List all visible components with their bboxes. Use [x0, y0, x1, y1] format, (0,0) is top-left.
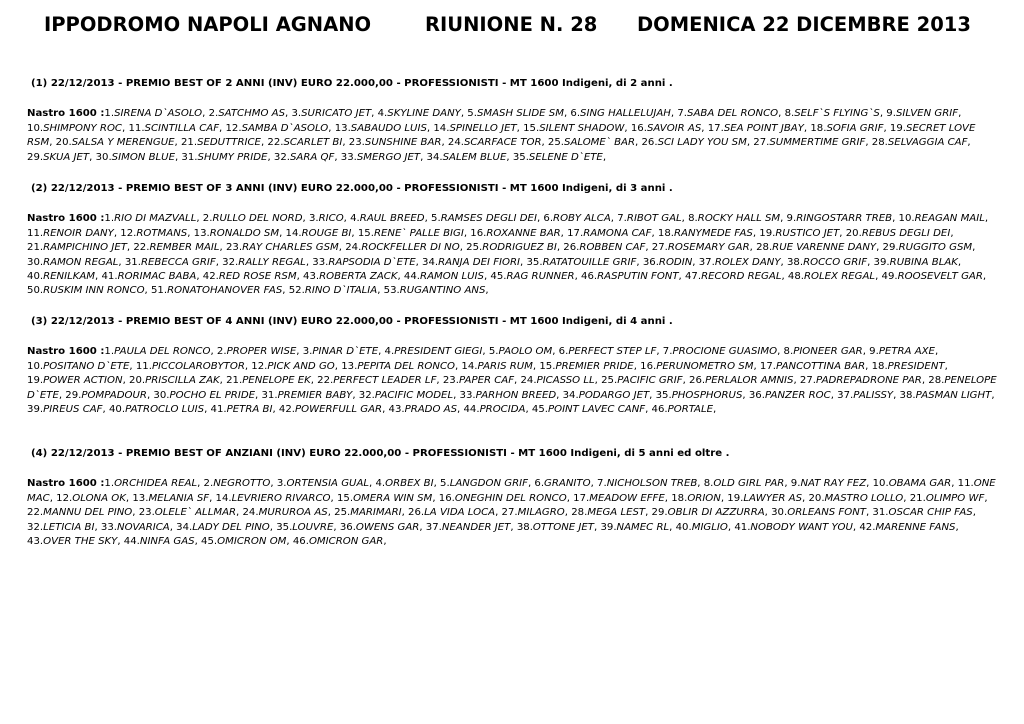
- horse-entry: OBLIR DI AZZURRA: [667, 507, 765, 519]
- horse-entry: SURICATO JET: [301, 108, 372, 120]
- horse-entry: RUBINA BLAK: [889, 256, 958, 268]
- race-entries: Nastro 1600 :1.RIO DI MAZVALL, 2.RULLO DEL NORD, 3.RICO, 4.RAUL BREED, 5.RAMSES DEGLI DEI, 6.ROBY ALCA, 7.RIBOT GAL, 8.ROCKY HALL SM, 9.RINGOSTARR TREB, 10.REAGAN MAIL, 11.RENOIR DANY, 12.ROTMANS, 13.RONALDO SM, 14.ROUGE BI, 15.RENE` PALLE BIGI, 16.ROXANNE BAR, 17.RAMONA CAF, 18.RANYMEDE FAS, 19.RUSTICO JET, 20.REBUS DEGLI DEI, 21.RAMPICHINO JET, 22.REMBER MAIL, 23.RAY CHARLES GSM, 24.ROCKFELLER DI NO, 25.RODRIGUEZ BI, 26.ROBBEN CAF, 27.ROSEMARY GAR, 28.RUE VARENNE DANY, 29.RUGGITO GSM, 30.RAMON REGAL, 31.REBECCA GRIF, 32.RALLY REGAL, 33.RAPSODIA D`ETE, 34.RANJA DEI FIORI, 35.RATATOUILLE GRIF, 36.RODIN, 37.ROLEX DANY, 38.ROCCO GRIF, 39.RUBINA BLAK, 40.RENILKAM, 41.RORIMAC BABA, 42.RED ROSE RSM, 43.ROBERTA ZACK, 44.RAMON LUIS, 45.RAG RUNNER, 46.RASPUTIN FONT, 47.RECORD REGAL, 48.ROLEX REGAL, 49.ROOSEVELT GAR, 50.RUSKIM INN RONCO, 51.RONATOHANOVER FAS, 52.RINO D`ITALIA, 53.RUGANTINO ANS,: [27, 213, 989, 297]
- horse-entry: MIGLIO: [691, 521, 728, 533]
- race-entries: Nastro 1600 :1.ORCHIDEA REAL, 2.NEGROTTO, 3.ORTENSIA GUAL, 4.ORBEX BI, 5.LANGDON GRIF, 6.GRANITO, 7.NICHOLSON TREB, 8.OLD GIRL PAR, 9.NAT RAY FEZ, 10.OBAMA GAR, 11.ONE MAC, 12.OLONA OK, 13.MELANIA SF, 14.LEVRIERO RIVARCO, 15.OMERA WIN SM, 16.ONEGHIN DEL RONCO, 17.MEADOW EFFE, 18.ORION, 19.LAWYER AS, 20.MASTRO LOLLO, 21.OLIMPO WF, 22.MANNU DEL PINO, 23.OLELE` ALLMAR, 24.MURUROA AS, 25.MARIMARI, 26.LA VIDA LOCA, 27.MILAGRO, 28.MEGA LEST, 29.OBLIR DI AZZURRA, 30.ORLEANS FONT, 31.OSCAR CHIP FAS, 32.LETICIA BI, 33.NOVARICA, 34.LADY DEL PINO, 35.LOUVRE, 36.OWENS GAR, 37.NEANDER JET, 38.OTTONE JET, 39.NAMEC RL, 40.MIGLIO, 41.NOBODY WANT YOU, 42.MARENNE FANS, 43.OVER THE SKY, 44.NINFA GAS, 45.OMICRON OM, 46.OMICRON GAR,: [27, 478, 996, 548]
- horse-entry: LAWYER AS: [743, 492, 802, 504]
- horse-entry: LEVRIERO RIVARCO: [231, 492, 331, 504]
- horse-entry: ROLEX REGAL: [804, 271, 876, 283]
- horse-entry: PRESIDENT: [887, 360, 945, 372]
- horse-entry: ROSEMARY GAR: [667, 242, 750, 254]
- horse-entry: OMICRON OM: [217, 536, 287, 548]
- horse-entry: ONE MAC: [27, 478, 996, 504]
- horse-entry: REBECCA GRIF: [140, 256, 216, 268]
- horse-entry: ORCHIDEA REAL: [114, 478, 198, 490]
- horse-entry: SIRENA D`ASOLO: [114, 108, 203, 120]
- horse-entry: SABA DEL RONCO: [687, 108, 779, 120]
- horse-entry: PARIS RUM: [477, 360, 533, 372]
- horse-entry: POWER ACTION: [43, 375, 123, 387]
- horse-entry: NAMEC RL: [616, 521, 670, 533]
- horse-entry: MARIMARI: [350, 507, 402, 519]
- horse-entry: LA VIDA LOCA: [424, 507, 496, 519]
- horse-entry: RAY CHARLES GSM: [242, 242, 339, 254]
- horse-entry: ROCCO GRIF: [803, 256, 868, 268]
- horse-entry: MURUROA AS: [258, 507, 328, 519]
- horse-entry: SALSA Y MERENGUE: [71, 137, 175, 149]
- horse-entry: PICASSO LL: [536, 375, 595, 387]
- horse-entry: RIBOT GAL: [626, 213, 682, 225]
- horse-entry: PARHON BREED: [475, 389, 557, 401]
- page-header: [44, 13, 984, 39]
- race-section: [27, 77, 997, 165]
- horse-entry: NICHOLSON TREB: [606, 478, 698, 490]
- horse-entry: SPINELLO JET: [449, 122, 517, 134]
- horse-entry: LOUVRE: [292, 521, 334, 533]
- horse-entry: RULLO DEL NORD: [212, 213, 303, 225]
- race-entries: Nastro 1600 :1.SIRENA D`ASOLO, 2.SATCHMO AS, 3.SURICATO JET, 4.SKYLINE DANY, 5.SMASH SLIDE SM, 6.SING HALLELUJAH, 7.SABA DEL RONCO, 8.SELF`S FLYING`S, 9.SILVEN GRIF, 10.SHIMPONY ROC, 11.SCINTILLA CAF, 12.SAMBA D`ASOLO, 13.SABAUDO LUIS, 14.SPINELLO JET, 15.SILENT SHADOW, 16.SAVOIR AS, 17.SEA POINT JBAY, 18.SOFIA GRIF, 19.SECRET LOVE RSM, 20.SALSA Y MERENGUE, 21.SEDUTTRICE, 22.SCARLET BI, 23.SUNSHINE BAR, 24.SCARFACE TOR, 25.SALOME` BAR, 26.SCI LADY YOU SM, 27.SUMMERTIME GRIF, 28.SELVAGGIA CAF, 29.SKUA JET, 30.SIMON BLUE, 31.SHUMY PRIDE, 32.SARA QF, 33.SMERGO JET, 34.SALEM BLUE, 35.SELENE D`ETE,: [27, 108, 976, 163]
- horse-entry: LANGDON GRIF: [449, 478, 528, 490]
- horse-entry: SABAUDO LUIS: [350, 122, 427, 134]
- horse-entry: PACIFIC MODEL: [374, 389, 454, 401]
- horse-entry: PRISCILLA ZAK: [145, 375, 220, 387]
- horse-entry: PERFECT STEP LF: [568, 346, 657, 358]
- horse-entry: PREMIER BABY: [277, 389, 353, 401]
- horse-entry: PERLALOR AMNIS: [705, 375, 794, 387]
- horse-entry: PANCOTTINA BAR: [776, 360, 866, 372]
- horse-entry: SILVEN GRIF: [895, 108, 959, 120]
- horse-entry: MANNU DEL PINO: [43, 507, 133, 519]
- horse-entry: SAVOIR AS: [646, 122, 702, 134]
- horse-entry: ROLEX DANY: [714, 256, 781, 268]
- horse-entry: ROCKY HALL SM: [697, 213, 781, 225]
- horse-entry: SALOME` BAR: [564, 137, 636, 149]
- horse-entry: PERFECT LEADER LF: [333, 375, 437, 387]
- horse-entry: PEPITA DEL RONCO: [357, 360, 455, 372]
- horse-entry: ROBBEN CAF: [579, 242, 646, 254]
- horse-entry: SCINTILLA CAF: [144, 122, 220, 134]
- venue-title: IPPODROMO NAPOLI AGNANO: [44, 13, 372, 36]
- horse-entry: RINO D`ITALIA: [304, 285, 378, 297]
- race-title: (2) 22/12/2013 - PREMIO BEST OF 3 ANNI (INV) EURO 22.000,00 - PROFESSIONISTI - MT 1600 Indigeni, di 3 anni .: [31, 183, 673, 194]
- horse-entry: RAUL BREED: [359, 213, 425, 225]
- race-section: [27, 447, 997, 549]
- horse-entry: RONATOHANOVER FAS: [167, 285, 283, 297]
- horse-entry: RICO: [318, 213, 344, 225]
- horse-entry: SCI LADY YOU SM: [657, 137, 747, 149]
- horse-entry: POINT LAVEC CANF: [548, 404, 646, 416]
- horse-entry: NINFA GAS: [139, 536, 195, 548]
- horse-entry: OMERA WIN SM: [353, 492, 433, 504]
- horse-entry: RENOIR DANY: [43, 227, 114, 239]
- horse-entry: RONALDO SM: [209, 227, 280, 239]
- horse-entry: ORTENSIA GUAL: [286, 478, 370, 490]
- horse-entry: OLONA OK: [72, 492, 126, 504]
- horse-entry: POWERFULL GAR: [295, 404, 383, 416]
- horse-entry: PATROCLO LUIS: [125, 404, 205, 416]
- horse-entry: NAT RAY FEZ: [800, 478, 867, 490]
- horse-entry: RECORD REGAL: [701, 271, 782, 283]
- horse-entry: RUSTICO JET: [775, 227, 840, 239]
- horse-entry: PORTALE: [667, 404, 713, 416]
- horse-entry: MASTRO LOLLO: [824, 492, 904, 504]
- horse-entry: PALISSY: [853, 389, 894, 401]
- horse-entry: ORLEANS FONT: [787, 507, 866, 519]
- horse-entry: PHOSPHORUS: [671, 389, 743, 401]
- horse-entry: LADY DEL PINO: [192, 521, 270, 533]
- horse-entry: ONEGHIN DEL RONCO: [454, 492, 567, 504]
- horse-entry: OBAMA GAR: [888, 478, 952, 490]
- horse-entry: PAULA DEL RONCO: [114, 346, 211, 358]
- horse-entry: SALEM BLUE: [442, 151, 507, 163]
- horse-entry: POMPADOUR: [81, 389, 147, 401]
- horse-entry: RAMPICHINO JET: [43, 242, 127, 254]
- horse-entry: PACIFIC GRIF: [617, 375, 683, 387]
- horse-entry: PINAR D`ETE: [312, 346, 379, 358]
- horse-entry: RANJA DEI FIORI: [438, 256, 521, 268]
- horse-entry: SEDUTTRICE: [197, 137, 261, 149]
- horse-entry: NOVARICA: [117, 521, 170, 533]
- horse-entry: GRANITO: [544, 478, 591, 490]
- horse-entry: PAOLO OM: [498, 346, 553, 358]
- horse-entry: SHUMY PRIDE: [197, 151, 268, 163]
- horse-entry: PETRA BI: [226, 404, 273, 416]
- horse-entry: PENELOPE EK: [242, 375, 311, 387]
- horse-entry: PROCIONE GUASIMO: [672, 346, 778, 358]
- horse-entry: SING HALLELUJAH: [580, 108, 671, 120]
- nastro-label: Nastro 1600 :: [27, 108, 105, 120]
- horse-entry: SARA QF: [290, 151, 335, 163]
- horse-entry: SEA POINT JBAY: [723, 122, 804, 134]
- horse-entry: RAMON REGAL: [43, 256, 119, 268]
- horse-entry: PERUNOMETRO SM: [656, 360, 754, 372]
- horse-entry: RAG RUNNER: [506, 271, 575, 283]
- horse-entry: SCARFACE TOR: [463, 137, 542, 149]
- meeting-date: DOMENICA 22 DICEMBRE 2013: [637, 13, 971, 36]
- nastro-label: Nastro 1600 :: [27, 478, 105, 490]
- horse-entry: RODRIGUEZ BI: [482, 242, 557, 254]
- horse-entry: SIMON BLUE: [111, 151, 175, 163]
- horse-entry: RODIN: [658, 256, 693, 268]
- horse-entry: SELF`S FLYING`S: [794, 108, 880, 120]
- horse-entry: ROBERTA ZACK: [319, 271, 398, 283]
- horse-entry: ORION: [687, 492, 721, 504]
- horse-entry: PETRA AXE: [878, 346, 935, 358]
- horse-entry: SUNSHINE BAR: [364, 137, 442, 149]
- horse-entry: REBUS DEGLI DEI: [861, 227, 951, 239]
- horse-entry: PAPER CAF: [458, 375, 515, 387]
- horse-entry: RAPSODIA D`ETE: [328, 256, 416, 268]
- horse-entry: RAMSES DEGLI DEI: [440, 213, 537, 225]
- horse-entry: PROCIDA: [479, 404, 526, 416]
- horse-entry: SELVAGGIA CAF: [887, 137, 968, 149]
- horse-entry: ROBY ALCA: [553, 213, 611, 225]
- horse-entry: POSITANO D`ETE: [43, 360, 130, 372]
- race-section: [27, 182, 997, 299]
- horse-entry: PRADO AS: [404, 404, 458, 416]
- meeting-number: RIUNIONE N. 28: [425, 13, 598, 36]
- horse-entry: REMBER MAIL: [149, 242, 220, 254]
- horse-entry: NEANDER JET: [441, 521, 511, 533]
- race-title: (1) 22/12/2013 - PREMIO BEST OF 2 ANNI (INV) EURO 22.000,00 - PROFESSIONISTI - MT 1600 Indigeni, di 2 anni .: [31, 78, 673, 89]
- horse-entry: PIONEER GAR: [793, 346, 863, 358]
- horse-entry: SELENE D`ETE: [528, 151, 603, 163]
- horse-entry: SILENT SHADOW: [539, 122, 625, 134]
- horse-entry: RENE` PALLE BIGI: [373, 227, 464, 239]
- race-section: [27, 315, 997, 417]
- horse-entry: SUMMERTIME GRIF: [769, 137, 866, 149]
- horse-entry: MARENNE FANS: [875, 521, 956, 533]
- horse-entry: OLD GIRL PAR: [713, 478, 785, 490]
- horse-entry: OLIMPO WF: [925, 492, 985, 504]
- horse-entry: PADREPADRONE PAR: [815, 375, 922, 387]
- horse-entry: SMERGO JET: [356, 151, 421, 163]
- horse-entry: ROOSEVELT GAR: [897, 271, 983, 283]
- horse-entry: SMASH SLIDE SM: [476, 108, 564, 120]
- horse-entry: RED ROSE RSM: [218, 271, 297, 283]
- horse-entry: ROXANNE BAR: [486, 227, 561, 239]
- horse-entry: RAMON LUIS: [420, 271, 484, 283]
- horse-entry: RENILKAM: [43, 271, 96, 283]
- horse-entry: NOBODY WANT YOU: [750, 521, 853, 533]
- horse-entry: PROPER WISE: [226, 346, 297, 358]
- horse-entry: RAMONA CAF: [583, 227, 652, 239]
- horse-entry: MELANIA SF: [148, 492, 210, 504]
- horse-entry: MEADOW EFFE: [589, 492, 665, 504]
- horse-entry: ROUGE BI: [301, 227, 352, 239]
- horse-entry: PENELOPE D`ETE: [27, 375, 997, 401]
- horse-entry: SECRET LOVE RSM: [27, 122, 976, 149]
- horse-entry: OTTONE JET: [532, 521, 594, 533]
- horse-entry: MEGA LEST: [587, 507, 646, 519]
- horse-entry: OMICRON GAR: [308, 536, 384, 548]
- horse-entry: SCARLET BI: [283, 137, 343, 149]
- horse-entry: PRESIDENT GIEGI: [394, 346, 483, 358]
- horse-entry: PANZER ROC: [764, 389, 831, 401]
- horse-entry: SAMBA D`ASOLO: [241, 122, 329, 134]
- horse-entry: SKUA JET: [43, 151, 90, 163]
- horse-entry: PICK AND GO: [267, 360, 335, 372]
- horse-entry: RUGGITO GSM: [898, 242, 973, 254]
- race-title: (3) 22/12/2013 - PREMIO BEST OF 4 ANNI (INV) EURO 22.000,00 - PROFESSIONISTI - MT 1600 Indigeni, di 4 anni .: [31, 316, 673, 327]
- horse-entry: RALLY REGAL: [238, 256, 306, 268]
- horse-entry: RINGOSTARR TREB: [796, 213, 893, 225]
- horse-entry: SATCHMO AS: [218, 108, 285, 120]
- horse-entry: SKYLINE DANY: [387, 108, 461, 120]
- horse-entry: PICCOLAROBYTOR: [151, 360, 245, 372]
- horse-entry: RASPUTIN FONT: [597, 271, 679, 283]
- horse-entry: ROCKFELLER DI NO: [361, 242, 460, 254]
- horse-entry: RORIMAC BABA: [117, 271, 197, 283]
- horse-entry: PIREUS CAF: [43, 404, 103, 416]
- nastro-label: Nastro 1600 :: [27, 346, 105, 358]
- horse-entry: POCHO EL PRIDE: [169, 389, 256, 401]
- horse-entry: PREMIER PRIDE: [555, 360, 634, 372]
- horse-entry: RIO DI MAZVALL: [114, 213, 197, 225]
- horse-entry: OSCAR CHIP FAS: [888, 507, 973, 519]
- nastro-label: Nastro 1600 :: [27, 213, 105, 225]
- horse-entry: SHIMPONY ROC: [43, 122, 122, 134]
- horse-entry: RUSKIM INN RONCO: [43, 285, 145, 297]
- horse-entry: ROTMANS: [136, 227, 188, 239]
- horse-entry: MILAGRO: [517, 507, 565, 519]
- horse-entry: RUGANTINO ANS: [399, 285, 486, 297]
- horse-entry: SOFIA GRIF: [826, 122, 884, 134]
- horse-entry: OLELE` ALLMAR: [154, 507, 237, 519]
- horse-entry: PASMAN LIGHT: [915, 389, 992, 401]
- horse-entry: REAGAN MAIL: [914, 213, 985, 225]
- race-title: (4) 22/12/2013 - PREMIO BEST OF ANZIANI (INV) EURO 22.000,00 - PROFESSIONISTI - MT 1600 Indigeni, di 5 anni ed oltre .: [31, 448, 730, 459]
- race-entries: Nastro 1600 :1.PAULA DEL RONCO, 2.PROPER WISE, 3.PINAR D`ETE, 4.PRESIDENT GIEGI, 5.PAOLO OM, 6.PERFECT STEP LF, 7.PROCIONE GUASIMO, 8.PIONEER GAR, 9.PETRA AXE, 10.POSITANO D`ETE, 11.PICCOLAROBYTOR, 12.PICK AND GO, 13.PEPITA DEL RONCO, 14.PARIS RUM, 15.PREMIER PRIDE, 16.PERUNOMETRO SM, 17.PANCOTTINA BAR, 18.PRESIDENT, 19.POWER ACTION, 20.PRISCILLA ZAK, 21.PENELOPE EK, 22.PERFECT LEADER LF, 23.PAPER CAF, 24.PICASSO LL, 25.PACIFIC GRIF, 26.PERLALOR AMNIS, 27.PADREPADRONE PAR, 28.PENELOPE D`ETE, 29.POMPADOUR, 30.POCHO EL PRIDE, 31.PREMIER BABY, 32.PACIFIC MODEL, 33.PARHON BREED, 34.PODARGO JET, 35.PHOSPHORUS, 36.PANZER ROC, 37.PALISSY, 38.PASMAN LIGHT, 39.PIREUS CAF, 40.PATROCLO LUIS, 41.PETRA BI, 42.POWERFULL GAR, 43.PRADO AS, 44.PROCIDA, 45.POINT LAVEC CANF, 46.PORTALE,: [27, 346, 997, 416]
- horse-entry: ORBEX BI: [385, 478, 434, 490]
- horse-entry: LETICIA BI: [43, 521, 95, 533]
- horse-entry: NEGROTTO: [213, 478, 271, 490]
- horse-entry: OVER THE SKY: [43, 536, 118, 548]
- horse-entry: RUE VARENNE DANY: [772, 242, 877, 254]
- horse-entry: RANYMEDE FAS: [673, 227, 753, 239]
- horse-entry: PODARGO JET: [578, 389, 650, 401]
- horse-entry: RATATOUILLE GRIF: [542, 256, 637, 268]
- horse-entry: OWENS GAR: [355, 521, 420, 533]
